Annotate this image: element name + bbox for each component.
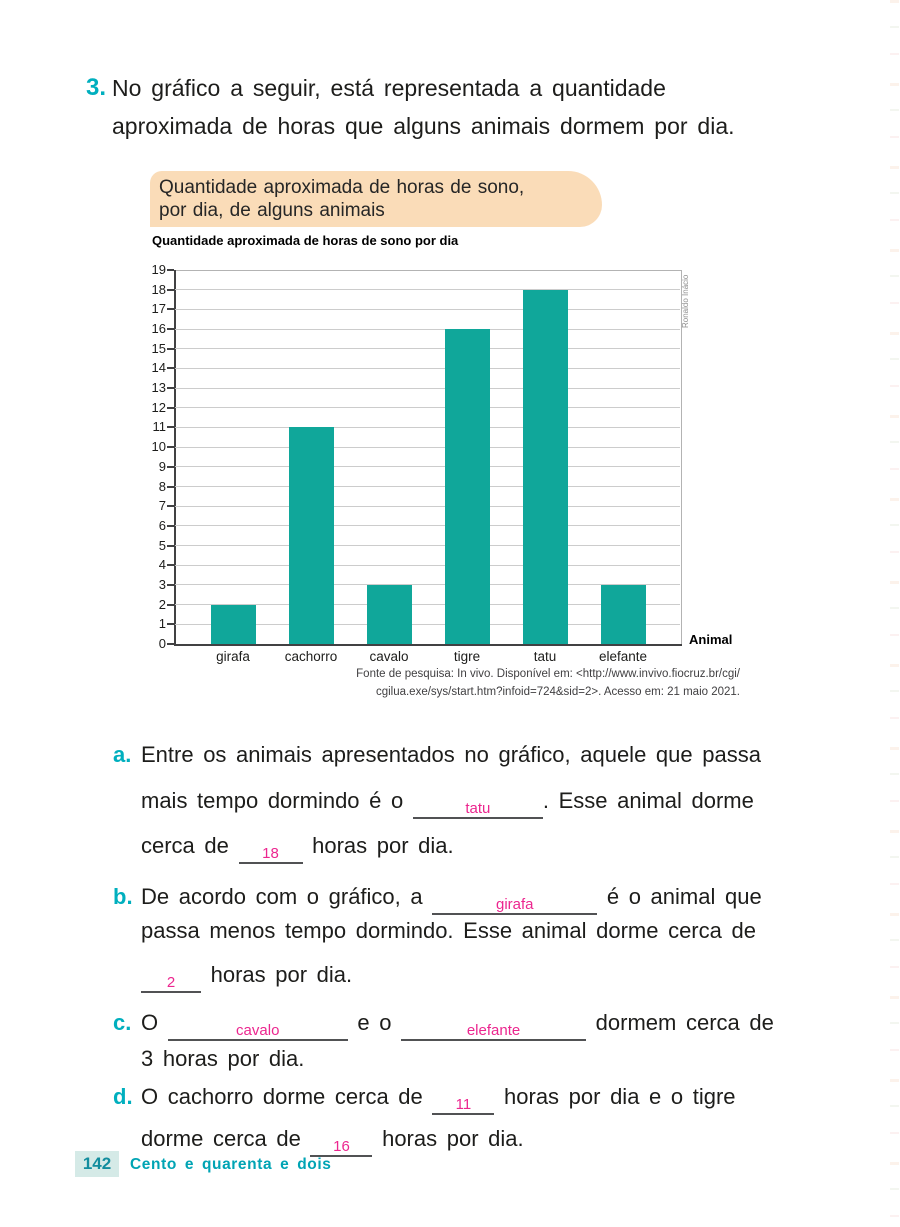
question-text: passa menos tempo dormindo. Esse animal dorme cerca de — [141, 918, 756, 943]
chart-source-line-1: Fonte de pesquisa: In vivo. Disponível em: <http://www.invivo.fiocruz.br/cgi/ — [356, 668, 740, 680]
answer-blank: cavalo — [168, 1022, 348, 1041]
question-a-line-3 — [141, 833, 454, 864]
x-category-label-elefante: elefante — [598, 649, 648, 664]
chart-header-line-1: Quantidade aproximada de horas de sono, — [159, 177, 525, 198]
y-tick-label-13: 13 — [151, 380, 166, 396]
page-edge-texture — [890, 0, 899, 1227]
question-b-line-3 — [141, 962, 352, 993]
x-category-label-tigre: tigre — [453, 649, 481, 664]
question-text: e o — [347, 1010, 402, 1035]
exercise-text-line-1: No gráfico a seguir, está representada a quantidade — [112, 75, 666, 101]
question-letter-d: d. — [113, 1084, 133, 1109]
x-category-label-girafa: girafa — [216, 649, 250, 664]
question-text: é o animal que — [597, 884, 762, 909]
question-d-line-1 — [141, 1084, 736, 1115]
answer-blank: tatu — [413, 800, 543, 819]
question-text: Entre os animais apresentados no gráfico, aquele que passa — [141, 742, 761, 767]
chart-source-line-2: cgilua.exe/sys/start.htm?infoid=724&sid=2>. Acesso em: 21 maio 2021. — [375, 685, 740, 698]
y-tick-label-0: 0 — [158, 636, 166, 651]
question-text: O cachorro dorme cerca de — [141, 1084, 433, 1109]
y-tick-label-5: 5 — [158, 537, 166, 553]
answer-blank: 11 — [432, 1096, 494, 1115]
question-text: horas por dia e o tigre — [494, 1084, 736, 1109]
answer-blank: 2 — [141, 974, 201, 993]
question-b-line-1 — [141, 884, 762, 915]
y-tick-label-9: 9 — [158, 458, 166, 474]
chart-header-line-2: por dia, de alguns animais — [159, 200, 385, 221]
question-text: horas por dia. — [372, 1126, 524, 1151]
question-text: dorme cerca de — [141, 1126, 311, 1151]
answer-blank: 16 — [310, 1138, 372, 1157]
question-text: mais tempo dormindo é o — [141, 788, 413, 813]
y-tick-label-2: 2 — [158, 596, 166, 612]
y-tick-label-15: 15 — [151, 340, 166, 356]
y-tick-label-16: 16 — [151, 321, 166, 337]
question-letter-b: b. — [113, 884, 133, 909]
question-text: horas por dia. — [201, 962, 353, 987]
illustrator-credit: Ronaldo Inácio — [681, 274, 690, 328]
y-tick-label-4: 4 — [158, 557, 166, 573]
question-text: . Esse animal dorme — [542, 788, 754, 813]
chart-title: Quantidade aproximada de horas de sono por dia — [152, 233, 459, 248]
y-tick-label-3: 3 — [158, 576, 166, 592]
y-tick-label-17: 17 — [151, 301, 166, 317]
question-letter-c: c. — [113, 1010, 132, 1035]
y-tick-label-14: 14 — [151, 360, 166, 376]
y-tick-label-1: 1 — [158, 616, 166, 632]
x-category-label-cachorro: cachorro — [284, 649, 338, 664]
question-text: dormem cerca de — [586, 1010, 774, 1035]
y-tick-label-12: 12 — [151, 399, 166, 415]
x-category-label-tatu: tatu — [533, 649, 557, 664]
question-a-line-2 — [141, 788, 754, 819]
page-number-badge: 142 — [75, 1151, 119, 1177]
question-text: 3 horas por dia. — [141, 1046, 305, 1071]
question-c-line-1 — [141, 1010, 774, 1041]
question-text: horas por dia. — [302, 833, 454, 858]
x-axis-title: Animal — [689, 632, 733, 647]
question-text: O — [141, 1010, 168, 1035]
y-tick-label-6: 6 — [158, 517, 166, 533]
x-category-label-cavalo: cavalo — [369, 649, 409, 664]
question-b-line-2 — [141, 918, 756, 944]
question-a-line-1 — [141, 742, 761, 768]
question-text: De acordo com o gráfico, a — [141, 884, 433, 909]
exercise-text-line-2: aproximada de horas que alguns animais dormem por dia. — [112, 113, 735, 139]
answer-blank: 18 — [239, 845, 303, 864]
question-d-line-2 — [141, 1126, 524, 1157]
page-number-words: Cento e quarenta e dois — [130, 1156, 332, 1173]
y-tick-label-8: 8 — [158, 478, 166, 494]
y-tick-label-11: 11 — [152, 419, 166, 435]
question-letter-a: a. — [113, 742, 132, 767]
answer-blank: elefante — [401, 1022, 586, 1041]
answer-blank: girafa — [432, 896, 597, 915]
y-tick-label-19: 19 — [151, 262, 166, 277]
exercise-number: 3. — [86, 74, 107, 101]
y-tick-label-7: 7 — [158, 498, 166, 514]
y-tick-label-18: 18 — [151, 281, 166, 297]
question-text: cerca de — [141, 833, 239, 858]
y-tick-label-10: 10 — [151, 439, 166, 455]
question-c-line-2 — [141, 1046, 304, 1072]
